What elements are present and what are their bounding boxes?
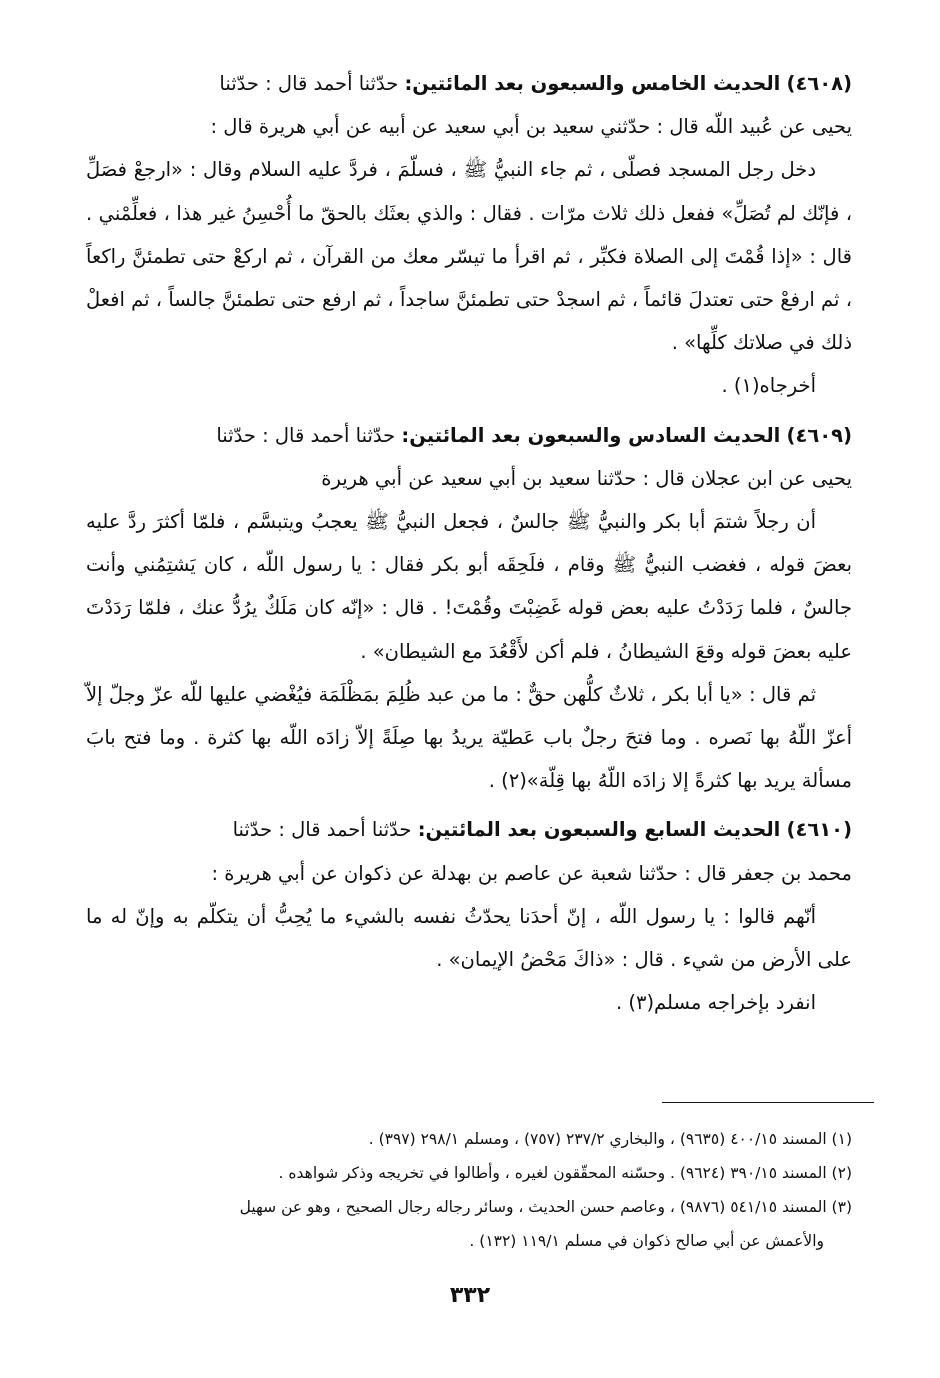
hadith-heading — [86, 414, 852, 457]
isnad-start: حدّثنا أحمد قال : حدّثنا — [216, 423, 396, 447]
hadith-title: الحديث الخامس والسبعون بعد المائتين: — [404, 72, 781, 95]
footnote-divider — [662, 1102, 874, 1103]
footnote-3-continuation: والأعمش عن أبي صالح ذكوان في مسلم ١١٩/١ (١٣٢) . — [469, 1232, 824, 1250]
takhrij: انفرد بإخراجه مسلم(٣) . — [615, 991, 816, 1015]
hadith-text-2: ثم قال : «يا أبا بكر ، ثلاثٌ كلُّهن حقٌّ : ما من عبد ظُلِمَ بمَظْلَمَة فيُغْضي عليها للّه عزّ وجلّ إلاّ أعزّ اللّهُ بها نَصره . وما فتحَ رجلٌ باب عَطيّة يريدُ بها صِلَةً إلاّ زادَه اللّه بها كثرة . وما فتح بابَ مسألة يريد بها كثرةً إلا زادَه اللّهُ بها قِلّة»(٢) . — [86, 682, 852, 793]
hadith-heading — [86, 808, 852, 851]
hadith-number: (٤٦١٠) — [786, 818, 852, 842]
hadith-4608 — [86, 62, 852, 408]
isnad-continuation: محمد بن جعفر قال : حدّثنا شعبة عن عاصم بن بهدلة عن ذكوان عن أبي هريرة : — [211, 861, 852, 885]
takhrij: أخرجاه(١) . — [721, 374, 816, 398]
isnad-continuation: يحيى عن ابن عجلان قال : حدّثنا سعيد بن أبي سعيد عن أبي هريرة — [321, 466, 852, 490]
hadith-heading — [86, 62, 852, 105]
footnote-1: (١) المسند ٤٠٠/١٥ (٩٦٣٥) ، والبخاري ٢٣٧/٢ (٧٥٧) ، ومسلم ٢٩٨/١ (٣٩٧) . — [368, 1130, 852, 1148]
hadith-4609 — [86, 414, 852, 803]
hadith-number: (٤٦٠٨) — [786, 72, 852, 95]
hadith-number: (٤٦٠٩) — [786, 423, 852, 447]
hadith-4610 — [86, 808, 852, 1024]
hadith-text: أنّهم قالوا : يا رسول اللّه ، إنّ أحدَنا يحدّثُ نفسه بالشيء ما يُحِبُّ أن يتكلّم به وإنّ له ما على الأرض من شيء . قال : «ذاكَ مَحْضُ الإيمان» . — [86, 904, 852, 972]
hadith-title: الحديث السادس والسبعون بعد المائتين: — [401, 423, 781, 447]
hadith-text: دخل رجل المسجد فصلّى ، ثم جاء النبيُّ ﷺ ، فسلّمَ ، فردَّ عليه السلام وقال : «ارجعْ فصَلِّ ، فإنّك لم تُصَلِّ» ففعل ذلك ثلاث مرّات . فقال : والذي بعثَك بالحقّ ما أُحْسِنُ غير هذا ، فعلِّمْني . قال : «إذا قُمْتَ إلى الصلاة فكبِّر ، ثم اقرأ ما تيسّر معك من القرآن ، ثم اركعْ حتى تطمئنَّ راكعاً ، ثم ارفعْ حتى تعتدلَ قائماً ، ثم اسجدْ حتى تطمئنَّ ساجداً ، ثم ارفع حتى تطمئنَّ جالساً ، ثم افعلْ ذلك في صلاتك كلِّها» . — [86, 158, 852, 355]
isnad-start: حدّثنا أحمد قال : حدّثنا — [232, 818, 412, 842]
hadith-title: الحديث السابع والسبعون بعد المائتين: — [417, 818, 781, 842]
hadith-text: أن رجلاً شتمَ أبا بكر والنبيُّ ﷺ جالسٌ ، فجعل النبيُّ ﷺ يعجبُ ويتبسَّم ، فلمّا أكثرَ ردَّ عليه بعضَ قوله ، فغضب النبيُّ ﷺ وقام ، فلَحِقَه أبو بكر فقال : يا رسول اللّه ، كان يَشتِمُني وأنت جالسٌ ، فلما رَدَدْتُ عليه بعض قوله غَضِبْتَ وقُمْتَ! . قال : «إنّه كان مَلَكٌ يرُدُّ عنك ، فلمّا رَدَدْتَ عليه بعضَ قوله وقعَ الشيطانُ ، فلم أكن لأَقْعُدَ مع الشيطان» . — [86, 510, 852, 663]
isnad-start: حدّثنا أحمد قال : حدّثنا — [219, 72, 399, 95]
footnotes — [86, 1122, 852, 1258]
footnote-3: (٣) المسند ٥٤١/١٥ (٩٨٧٦) ، وعاصم حسن الحديث ، وسائر رجاله رجال الصحيح ، وهو عن سهيل — [239, 1198, 852, 1216]
footnote-2: (٢) المسند ٣٩٠/١٥ (٩٦٢٤) . وحسّنه المحقّقون لغيره ، وأطالوا في تخريجه وذكر شواهده . — [278, 1164, 852, 1182]
page-number: ٣٣٢ — [449, 1283, 491, 1308]
isnad-continuation: يحيى عن عُبيد اللّه قال : حدّثني سعيد بن أبي سعيد عن أبيه عن أبي هريرة قال : — [210, 115, 852, 139]
